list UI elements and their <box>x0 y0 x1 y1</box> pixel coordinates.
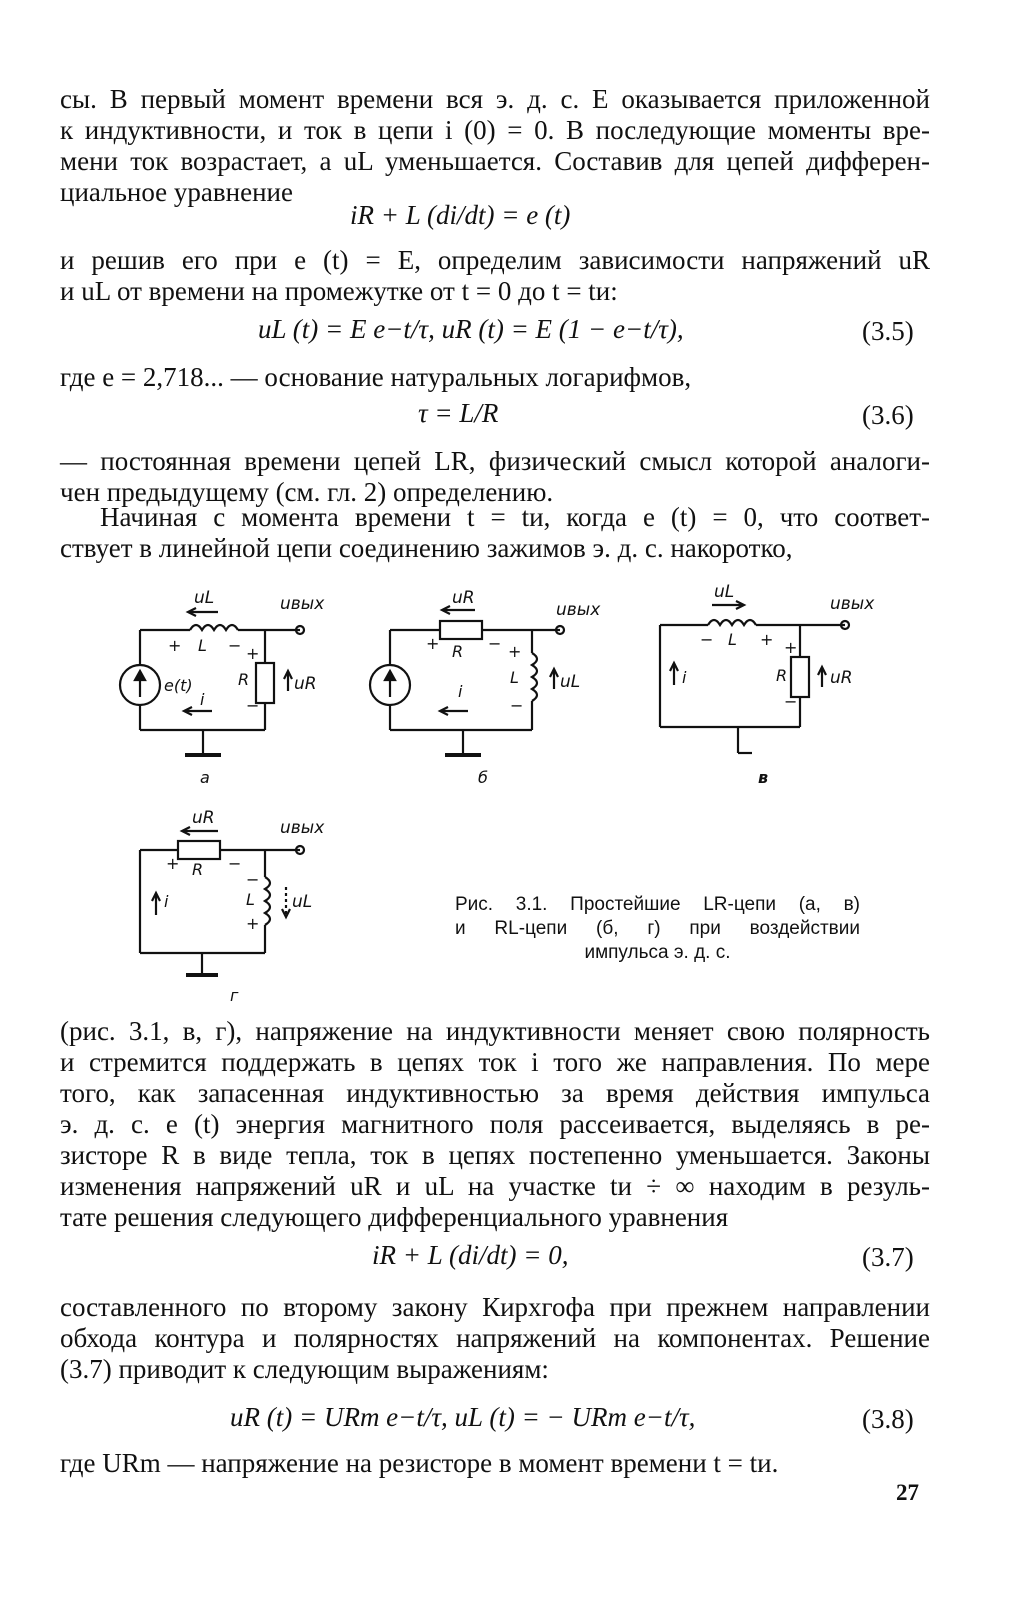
label-minus: − <box>510 696 524 715</box>
figure-caption <box>455 893 860 965</box>
text-line: э. д. с. e (t) энергия магнитного поля рассеивается, выделяясь в ре- <box>60 1109 930 1139</box>
label-source: e(t) <box>164 676 193 695</box>
label-L: L <box>510 668 519 687</box>
label-plus: + <box>760 630 774 649</box>
equation-number-3-5: (3.5) <box>862 316 914 346</box>
text-line: обхода контура и полярностях напряжений на компонентах. Решение <box>60 1323 930 1353</box>
label-minus: − <box>700 630 714 649</box>
label-minus: − <box>246 696 260 715</box>
text-line: где e = 2,718... — основание натуральных логарифмов, <box>60 362 692 392</box>
text-line: (рис. 3.1, в, г), напряжение на индуктивности меняет свою полярность <box>60 1016 930 1046</box>
page-number: 27 <box>896 1480 919 1505</box>
equation-number-3-7: (3.7) <box>862 1242 914 1272</box>
label-uR: uR <box>192 808 215 828</box>
label-uL: uL <box>714 582 735 602</box>
label-uout: uвых <box>830 594 875 614</box>
text-line: Начиная с момента времени t = tи, когда e (t) = 0, что соответ- <box>100 502 930 532</box>
paragraph-5-second <box>60 533 860 564</box>
label-L: L <box>198 636 207 655</box>
label-uout: uвых <box>556 600 601 620</box>
text-line: ствует в линейной цепи соединению зажимов э. д. с. накоротко, <box>60 533 793 563</box>
label-plus: + <box>784 638 798 657</box>
label-plus: + <box>166 854 180 873</box>
paragraph-4 <box>60 446 930 508</box>
label-minus: − <box>228 854 242 873</box>
label-minus: − <box>784 692 798 711</box>
text-line: мени ток возрастает, а uL уменьшается. Составив для цепей дифферен- <box>60 146 930 176</box>
label-L: L <box>728 630 737 649</box>
label-minus: − <box>488 634 502 653</box>
figure-tag: а <box>200 768 210 787</box>
equation-number-3-6: (3.6) <box>862 400 914 430</box>
text-line: и стремится поддержать в цепях ток i того же направления. По мере <box>60 1047 930 1077</box>
figure-tag: б <box>478 768 488 787</box>
caption-line: и RL-цепи (б, г) при воздействии <box>455 918 860 939</box>
paragraph-8 <box>60 1448 930 1479</box>
label-plus: + <box>168 636 182 655</box>
circuit-v <box>640 582 890 795</box>
text-line: чен предыдущему (см. гл. 2) определению. <box>60 477 554 507</box>
text-line: составленного по второму закону Кирхгофа при прежнем направлении <box>60 1292 930 1322</box>
text-line: к индуктивности, и ток в цепи i (0) = 0. В последующие моменты вре- <box>60 115 930 145</box>
label-i: i <box>682 668 687 687</box>
equation-3-6: τ = L/R <box>418 398 499 428</box>
label-minus: − <box>246 870 260 889</box>
label-R: R <box>192 860 204 879</box>
paragraph-5-first <box>100 502 930 533</box>
text-line: циальное уравнение <box>60 177 293 207</box>
label-uL: uL <box>194 588 215 608</box>
text-line: и uL от времени на промежутке от t = 0 до t = tи: <box>60 276 618 306</box>
label-uR: uR <box>830 668 853 688</box>
equation-3-7: iR + L (di/dt) = 0, <box>372 1240 569 1270</box>
text-line: где URm — напряжение на резисторе в момент времени t = tи. <box>60 1448 779 1478</box>
label-plus: + <box>508 642 522 661</box>
label-L: L <box>246 890 255 909</box>
text-line: (3.7) приводит к следующим выражениям: <box>60 1354 549 1384</box>
label-uR: uR <box>294 674 317 694</box>
label-minus: − <box>228 636 242 655</box>
text-line: тате решения следующего дифференциального уравнения <box>60 1202 729 1232</box>
label-plus: + <box>426 634 440 653</box>
label-uL: uL <box>292 892 313 912</box>
equation-number-3-8: (3.8) <box>862 1404 914 1434</box>
label-R: R <box>238 670 250 689</box>
paragraph-2 <box>60 245 930 307</box>
label-plus: + <box>246 914 260 933</box>
label-uout: uвых <box>280 818 325 838</box>
circuit-g <box>120 805 360 1005</box>
label-uout: uвых <box>280 594 325 614</box>
text-line: зисторе R в виде тепла, ток в цепях постепенно уменьшается. Законы <box>60 1140 930 1170</box>
label-uR: uR <box>452 588 475 608</box>
equation-3-8: uR (t) = URm e−t/τ, uL (t) = − URm e−t/τ, <box>230 1402 696 1432</box>
text-line: изменения напряжений uR и uL на участке tи ÷ ∞ находим в резуль- <box>60 1171 930 1201</box>
caption-line: импульса э. д. с. <box>584 942 731 963</box>
text-line: — постоянная времени цепей LR, физический смысл которой аналоги- <box>60 446 930 476</box>
figure-tag: в <box>758 768 769 787</box>
text-line: того, как запасенная индуктивностью за время действия импульса <box>60 1078 930 1108</box>
caption-line: Рис. 3.1. Простейшие LR-цепи (а, в) <box>455 894 860 915</box>
text-line: сы. В первый момент времени вся э. д. с. E оказывается приложенной <box>60 84 930 114</box>
figure-tag: г <box>230 986 239 1005</box>
paragraph-7 <box>60 1292 930 1385</box>
circuit-a <box>110 585 340 795</box>
label-R: R <box>776 666 788 685</box>
label-plus: + <box>246 644 260 663</box>
paragraph-6 <box>60 1016 930 1233</box>
label-R: R <box>452 642 464 661</box>
text-line: и решив его при e (t) = E, определим зависимости напряжений uR <box>60 245 930 275</box>
label-i: i <box>200 690 205 709</box>
circuit-b <box>360 585 610 795</box>
label-i: i <box>164 892 169 911</box>
paragraph-3 <box>60 362 930 393</box>
label-uL: uL <box>560 672 581 692</box>
equation-diff-1: iR + L (di/dt) = e (t) <box>350 200 571 230</box>
label-i: i <box>458 682 463 701</box>
equation-3-5: uL (t) = E e−t/τ, uR (t) = E (1 − e−t/τ), <box>258 314 684 344</box>
paragraph-1 <box>60 84 930 208</box>
